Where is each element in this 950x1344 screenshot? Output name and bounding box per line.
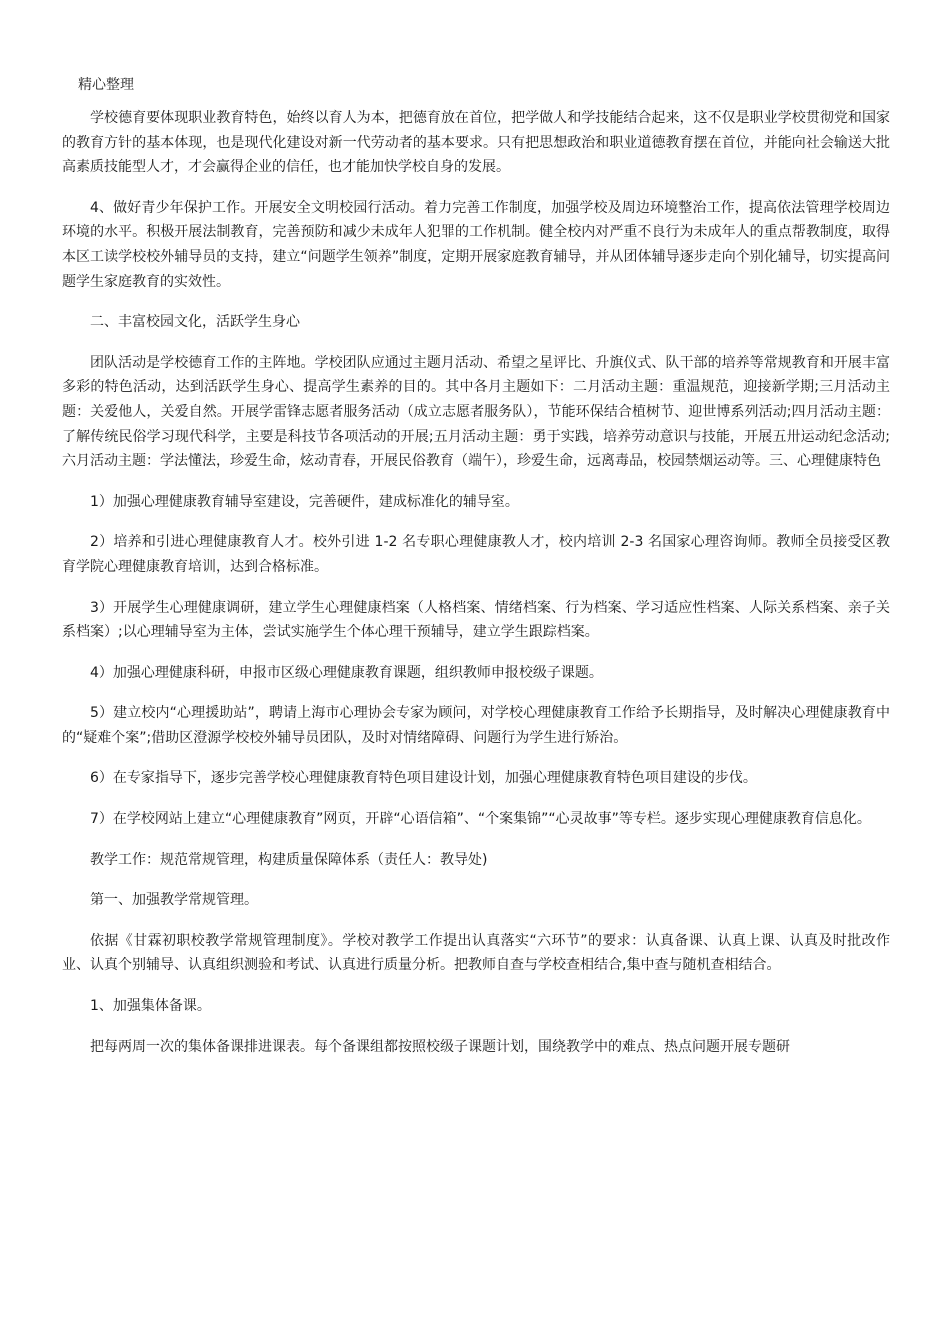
heading-campus-culture: 二、丰富校园文化，活跃学生身心 — [90, 314, 300, 331]
heading-teaching-work: 教学工作：规范常规管理，构建质量保障体系（责任人：教导处) — [90, 851, 488, 868]
paragraph-youth-protection: 4、做好青少年保护工作。开展安全文明校园行活动。着力完善工作制度，加强学校及周边环境整治工作，提高依法管理学校周边环境的水平。积极开展法制教育，完善预防和减少未成年人犯罪的工作机制。健全校内对严重不良行为未成年人的重点帮教制度，取得本区工读学校校外辅导员的支持，建立“问题学生领养”制度，定期开展家庭教育辅导，并从团体辅导逐步走向个别化辅导，切实提高问题学生家庭教育的实效性。 — [62, 199, 890, 290]
list-item-talent-training: 2）培养和引进心理健康教育人才。校外引进 1-2 名专职心理健康教人才，校内培训 2-3 名国家心理咨询师。教师全员接受区教育学院心理健康教育培训，达到合格标准。 — [62, 534, 890, 575]
list-item-aid-station: 5）建立校内“心理援助站”，聘请上海市心理协会专家为顾问，对学校心理健康教育工作给予长期指导，及时解决心理健康教育中的“疑难个案”;借助区澄源学校校外辅导员团队，及时对情绪障碍、问题行为学生进行矫治。 — [62, 705, 890, 746]
header-watermark-text: 精心整理 — [78, 77, 134, 93]
paragraph-biweekly-prep: 把每两周一次的集体备课排进课表。每个备课组都按照校级子课题计划，围绕教学中的难点、热点问题开展专题研 — [90, 1038, 790, 1055]
heading-collective-prep: 1、加强集体备课。 — [90, 998, 211, 1015]
heading-routine-management: 第一、加强教学常规管理。 — [90, 892, 258, 909]
list-item-expert-guidance: 6）在专家指导下，逐步完善学校心理健康教育特色项目建设计划，加强心理健康教育特色项目建设的步伐。 — [90, 770, 757, 787]
list-item-website: 7）在学校网站上建立“心理健康教育”网页，开辟“心语信箱”、“个案集锦”“心灵故事”等专栏。逐步实现心理健康教育信息化。 — [90, 811, 871, 828]
list-item-health-survey: 3）开展学生心理健康调研，建立学生心理健康档案（人格档案、情绪档案、行为档案、学习适应性档案、人际关系档案、亲子关系档案）;以心理辅导室为主体，尝试实施学生个体心理干预辅导，建立学生跟踪档案。 — [62, 599, 890, 641]
document-body — [62, 106, 890, 1075]
paragraph-team-activities: 团队活动是学校德育工作的主阵地。学校团队应通过主题月活动、希望之星评比、升旗仪式、队干部的培养等常规教育和开展丰富多彩的特色活动，达到活跃学生身心、提高学生素养的目的。其中各月主题如下：二月活动主题：重温规范，迎接新学期;三月活动主题：关爱他人，关爱自然。开展学雷锋志愿者服务活动（成立志愿者服务队），节能环保结合植树节、迎世博系列活动;四月活动主题：了解传统民俗学习现代科学，主要是科技节各项活动的开展;五月活动主题：勇于实践，培养劳动意识与技能，开展五卅运动纪念活动;六月活动主题：学法懂法，珍爱生命，炫动青春，开展民俗教育（端午），珍爱生命，远离毒品，校园禁烟运动等。三、心理健康特色 — [62, 354, 890, 470]
paragraph-moral-education-intro: 学校德育要体现职业教育特色，始终以育人为本，把德育放在首位，把学做人和学技能结合起来，这不仅是职业学校贯彻党和国家的教育方针的基本体现，也是现代化建设对新一代劳动者的基本要求。只有把思想政治和职业道德教育摆在首位，并能向社会输送大批高素质技能型人才，才会赢得企业的信任，也才能加快学校自身的发展。 — [62, 110, 890, 176]
paragraph-six-steps: 依据《甘霖初职校教学常规管理制度》。学校对教学工作提出认真落实“六环节”的要求：认真备课、认真上课、认真及时批改作业、认真个别辅导、认真组织测验和考试、认真进行质量分析。把教师自查与学校查相结合,集中查与随机查相结合。 — [62, 932, 890, 974]
list-item-research: 4）加强心理健康科研，申报市区级心理健康教育课题，组织教师申报校级子课题。 — [90, 664, 603, 681]
list-item-counseling-room: 1）加强心理健康教育辅导室建设，完善硬件，建成标准化的辅导室。 — [90, 493, 519, 510]
